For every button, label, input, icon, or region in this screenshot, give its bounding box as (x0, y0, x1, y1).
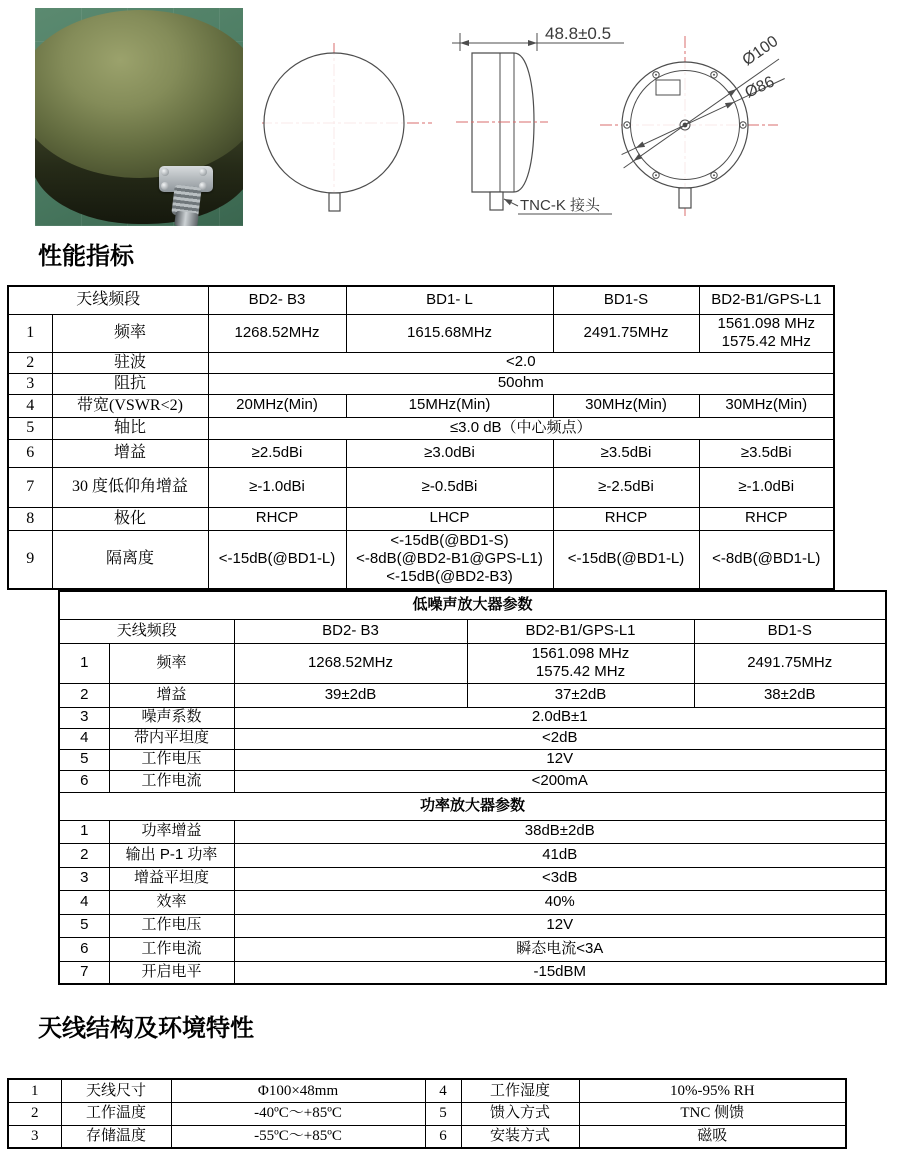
param-label: 频率 (109, 643, 234, 683)
param-label: 驻波 (52, 352, 208, 373)
param-value: RHCP (699, 507, 834, 530)
param-label: 工作电压 (109, 914, 234, 937)
row-no: 8 (8, 507, 52, 530)
table-row (8, 467, 834, 507)
row-no: 7 (8, 467, 52, 507)
value-line: 1575.42 MHz (721, 333, 811, 350)
row-no: 3 (59, 707, 109, 728)
table-row (8, 1125, 846, 1148)
table-row (8, 439, 834, 467)
table-row (59, 683, 886, 707)
row-no: 2 (59, 683, 109, 707)
performance-table (7, 285, 835, 590)
value-line: 1575.42 MHz (535, 663, 626, 680)
param-value-span: 2.0dB±1 (234, 707, 886, 728)
dimension-width-label: 48.8±0.5 (545, 24, 612, 43)
param-value: ≥3.0dBi (346, 439, 553, 467)
param-value-span: <2dB (234, 728, 886, 749)
param-value: ≥-1.0dBi (208, 467, 346, 507)
table-row (8, 352, 834, 373)
param-label: 功率增益 (109, 820, 234, 843)
param-label: 存储温度 (61, 1125, 171, 1148)
tnc-connector-stub (490, 192, 503, 210)
param-label: 输出 P-1 功率 (109, 843, 234, 867)
param-value: RHCP (208, 507, 346, 530)
param-value: 1268.52MHz (234, 643, 467, 683)
param-value: 30MHz(Min) (553, 394, 699, 417)
param-label: 增益 (109, 683, 234, 707)
table-row (59, 728, 886, 749)
param-value: 30MHz(Min) (699, 394, 834, 417)
param-value (467, 643, 694, 683)
tnc-connector-tip (174, 211, 199, 226)
param-label: 带宽(VSWR<2) (52, 394, 208, 417)
table-row (8, 417, 834, 439)
row-no: 3 (8, 373, 52, 394)
table-row (59, 591, 886, 619)
param-value-span: 瞬态电流<3A (234, 937, 886, 961)
param-value-span: <2.0 (208, 352, 834, 373)
row-no: 4 (8, 394, 52, 417)
table-row (8, 1102, 846, 1125)
row-no: 6 (59, 770, 109, 792)
row-no: 2 (8, 1102, 61, 1125)
table-row (8, 1079, 846, 1102)
param-value: ≥-0.5dBi (346, 467, 553, 507)
row-no: 5 (59, 749, 109, 770)
table-row (59, 792, 886, 820)
amplifier-table (58, 590, 887, 985)
param-label: 安装方式 (461, 1125, 579, 1148)
header-antenna-band: 天线频段 (8, 286, 208, 314)
param-value: ≥-1.0dBi (699, 467, 834, 507)
param-label: 天线尺寸 (61, 1079, 171, 1102)
header-band-bd2b3: BD2- B3 (208, 286, 346, 314)
param-value: 2491.75MHz (553, 314, 699, 352)
diameter-86-label: Ø86 (742, 73, 778, 102)
param-label: 工作湿度 (461, 1079, 579, 1102)
header-band-bd2b1: BD2-B1/GPS-L1 (699, 286, 834, 314)
param-value-span: 40% (234, 890, 886, 914)
table-row (59, 867, 886, 890)
connector-type-label: TNC-K 接头 (520, 197, 600, 214)
param-value: ≥-2.5dBi (553, 467, 699, 507)
header-band-bd2b1: BD2-B1/GPS-L1 (467, 619, 694, 643)
table-row (59, 937, 886, 961)
table-row (59, 820, 886, 843)
param-value-span: 41dB (234, 843, 886, 867)
param-label: 阻抗 (52, 373, 208, 394)
arrowhead (460, 40, 469, 46)
row-no: 2 (8, 352, 52, 373)
param-value: TNC 侧馈 (579, 1102, 846, 1125)
param-value: <-15dB(@BD1-L) (553, 530, 699, 589)
param-value-span: 12V (234, 914, 886, 937)
row-no: 5 (59, 914, 109, 937)
row-no: 1 (8, 1079, 61, 1102)
row-no: 4 (59, 728, 109, 749)
row-no: 1 (59, 643, 109, 683)
connector-tab (679, 188, 691, 208)
table-row (8, 507, 834, 530)
header-band-bd2b3: BD2- B3 (234, 619, 467, 643)
param-label: 效率 (109, 890, 234, 914)
drawing-top-view (262, 41, 432, 213)
param-value: <-8dB(@BD1-L) (699, 530, 834, 589)
param-value-span: ≤3.0 dB（中心频点） (208, 417, 834, 439)
table-row (59, 619, 886, 643)
value-line: <-8dB(@BD2-B1@GPS-L1) (356, 550, 543, 568)
row-no: 5 (8, 417, 52, 439)
param-value: 1268.52MHz (208, 314, 346, 352)
row-no: 1 (59, 820, 109, 843)
row-no: 3 (8, 1125, 61, 1148)
param-value: 磁吸 (579, 1125, 846, 1148)
header-band-bd1l: BD1- L (346, 286, 553, 314)
row-no: 9 (8, 530, 52, 589)
row-no: 2 (59, 843, 109, 867)
param-label: 增益平坦度 (109, 867, 234, 890)
param-value: 39±2dB (234, 683, 467, 707)
pa-section-title: 功率放大器参数 (59, 792, 886, 820)
param-label: 工作温度 (61, 1102, 171, 1125)
param-value: 10%-95% RH (579, 1079, 846, 1102)
param-value: 2491.75MHz (694, 643, 886, 683)
product-photo (35, 8, 243, 226)
table-row (8, 530, 834, 589)
arrowhead (528, 40, 537, 46)
param-value-span: 38dB±2dB (234, 820, 886, 843)
param-label: 工作电压 (109, 749, 234, 770)
row-no: 4 (59, 890, 109, 914)
table-row (59, 843, 886, 867)
param-value: 37±2dB (467, 683, 694, 707)
param-value: ≥2.5dBi (208, 439, 346, 467)
row-no: 4 (425, 1079, 461, 1102)
row-no: 6 (59, 937, 109, 961)
table-row (59, 961, 886, 984)
table-row (59, 770, 886, 792)
table-row (8, 394, 834, 417)
param-value-span: <3dB (234, 867, 886, 890)
housing-outline-circle (264, 53, 404, 193)
param-label: 极化 (52, 507, 208, 530)
param-value: <-15dB(@BD1-L) (208, 530, 346, 589)
header-band-bd1s: BD1-S (553, 286, 699, 314)
connector-tab (329, 193, 340, 211)
param-value: 1615.68MHz (346, 314, 553, 352)
param-value: 15MHz(Min) (346, 394, 553, 417)
arrowhead (504, 199, 513, 205)
table-row (59, 890, 886, 914)
table-row (59, 749, 886, 770)
table-row (59, 707, 886, 728)
param-value-span: 50ohm (208, 373, 834, 394)
table-row (59, 643, 886, 683)
lna-section-title: 低噪声放大器参数 (59, 591, 886, 619)
param-label: 增益 (52, 439, 208, 467)
param-value (346, 530, 553, 589)
header-band-bd1s: BD1-S (694, 619, 886, 643)
param-label: 工作电流 (109, 770, 234, 792)
param-label: 隔离度 (52, 530, 208, 589)
param-value: -55ºC～+85ºC (171, 1125, 425, 1148)
param-label: 开启电平 (109, 961, 234, 984)
param-value: 38±2dB (694, 683, 886, 707)
param-value: -40ºC～+85ºC (171, 1102, 425, 1125)
label-recess (656, 80, 680, 95)
value-line: <-15dB(@BD2-B3) (386, 568, 513, 586)
param-value: LHCP (346, 507, 553, 530)
table-row (59, 914, 886, 937)
table-row (8, 314, 834, 352)
param-value-span: 12V (234, 749, 886, 770)
environment-table (7, 1078, 847, 1149)
drawing-bottom-view (598, 28, 900, 218)
param-value: Φ100×48mm (171, 1079, 425, 1102)
row-no: 3 (59, 867, 109, 890)
row-no: 6 (425, 1125, 461, 1148)
param-label: 带内平坦度 (109, 728, 234, 749)
row-no: 6 (8, 439, 52, 467)
param-label: 噪声系数 (109, 707, 234, 728)
flange-bolt (161, 182, 169, 190)
param-value: ≥3.5dBi (699, 439, 834, 467)
value-line: <-15dB(@BD1-S) (390, 531, 509, 549)
table-row (8, 373, 834, 394)
row-no: 1 (8, 314, 52, 352)
section-title-performance: 性能指标 (38, 243, 134, 270)
param-value-span: <200mA (234, 770, 886, 792)
param-value-span: -15dBM (234, 961, 886, 984)
param-label: 工作电流 (109, 937, 234, 961)
param-value (699, 314, 834, 352)
param-value: ≥3.5dBi (553, 439, 699, 467)
param-value: RHCP (553, 507, 699, 530)
row-no: 7 (59, 961, 109, 984)
param-label: 频率 (52, 314, 208, 352)
param-label: 轴比 (52, 417, 208, 439)
antenna-dome (35, 10, 243, 178)
row-no: 5 (425, 1102, 461, 1125)
value-line: 1561.098 MHz (531, 644, 630, 662)
param-label: 馈入方式 (461, 1102, 579, 1125)
table-row (8, 286, 834, 314)
section-title-structure-env: 天线结构及环境特性 (38, 1015, 254, 1042)
param-value: 20MHz(Min) (208, 394, 346, 417)
flange-bolt (161, 168, 169, 176)
value-line: 1561.098 MHz (717, 314, 816, 332)
flange-bolt (199, 168, 207, 176)
header-antenna-band: 天线频段 (59, 619, 234, 643)
param-label: 30 度低仰角增益 (52, 467, 208, 507)
diameter-100-label: Ø100 (739, 32, 782, 70)
